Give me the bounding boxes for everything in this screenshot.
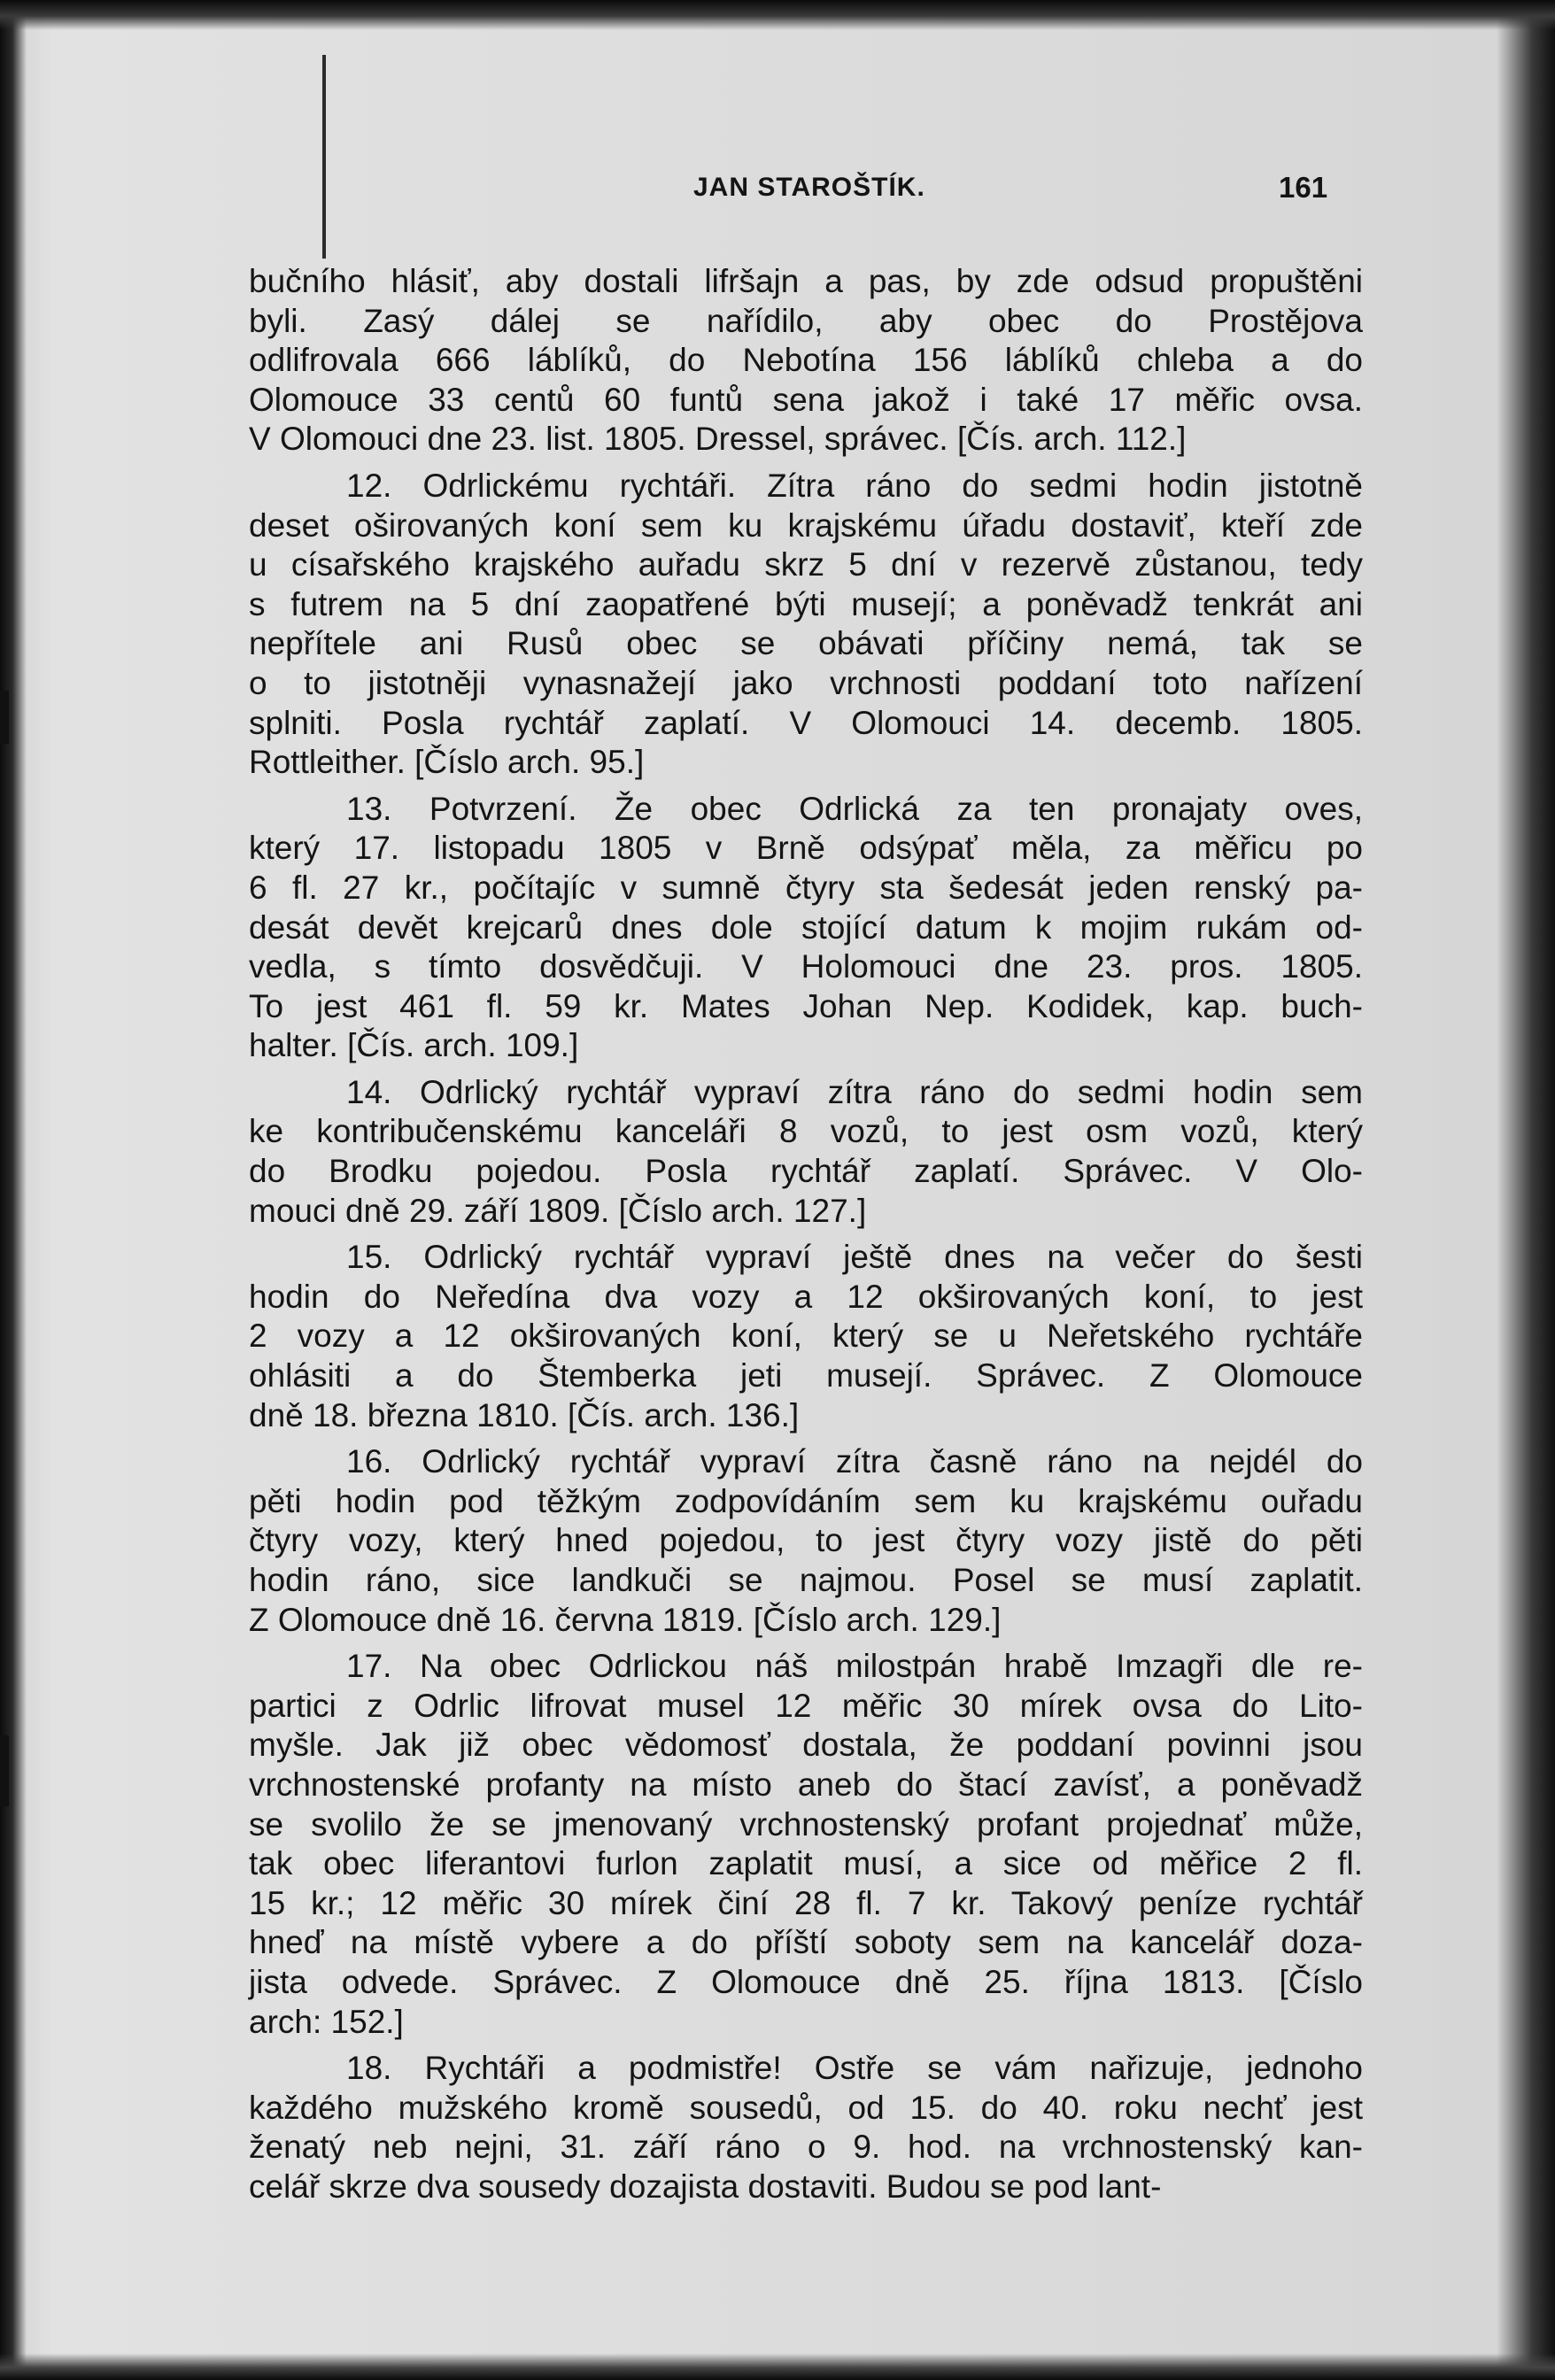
paragraph-p17 <box>249 1647 1363 2042</box>
text-line: splniti. Posla rychtář zaplatí. V Olomouci 14. decemb. 1805. <box>249 704 1363 741</box>
text-line: s futrem na 5 dní zaopatřené býti musejí; a poněvadž tenkrát ani <box>249 585 1363 622</box>
text-line: jista odvede. Správec. Z Olomouce dně 25. října 1813. [Číslo <box>249 1963 1363 2000</box>
text-line: 14. Odrlický rychtář vypraví zítra ráno do sedmi hodin sem <box>346 1073 1363 1110</box>
text-line: Z Olomouce dně 16. června 1819. [Číslo arch. 129.] <box>249 1601 1002 1638</box>
text-line: 15. Odrlický rychtář vypraví ještě dnes na večer do šesti <box>346 1239 1363 1276</box>
paragraph-p18 <box>249 2049 1363 2206</box>
text-line: každého mužského kromě sousedů, od 15. do 40. roku nechť jest <box>249 2089 1363 2126</box>
paragraph-p-cont <box>249 262 1363 460</box>
text-line: o to jistotněji vynasnažejí jako vrchnosti poddaní toto nařízení <box>249 664 1363 701</box>
paragraph-p14 <box>249 1073 1363 1231</box>
text-line: V Olomouci dne 23. list. 1805. Dressel, správec. [Čís. arch. 112.] <box>249 421 1187 458</box>
page-header <box>0 173 1555 208</box>
text-line: Rottleither. [Číslo arch. 95.] <box>249 744 645 781</box>
text-line: bučního hlásiť, aby dostali lifršajn a pas, by zde odsud propuštěni <box>249 263 1363 299</box>
text-line: celář skrze dva sousedy dozajista dostaviti. Budou se pod lant- <box>249 2168 1162 2205</box>
text-line: hodin ráno, sice landkuči se najmou. Posel se musí zaplatit. <box>249 1562 1363 1598</box>
text-line: ke kontribučenskému kanceláři 8 vozů, to jest osm vozů, který <box>249 1113 1363 1150</box>
text-line: u císařského krajského auřadu skrz 5 dní v rezervě zůstanou, tedy <box>249 546 1363 583</box>
text-line: arch: 152.] <box>249 2003 404 2040</box>
paragraph-p12 <box>249 467 1363 783</box>
running-head: JAN STAROŠTÍK. <box>693 173 925 202</box>
text-line: 17. Na obec Odrlickou náš milostpán hrabě Imzagři dle re- <box>346 1648 1363 1685</box>
text-line: odlifrovala 666 láblíků, do Nebotína 156 láblíků chleba a do <box>249 342 1363 379</box>
edge-mark <box>0 691 9 744</box>
text-line: do Brodku pojedou. Posla rychtář zaplatí. Správec. V Olo- <box>249 1153 1363 1190</box>
text-line: který 17. listopadu 1805 v Brně odsýpať měla, za měřicu po <box>249 830 1363 867</box>
text-line: 12. Odrlickému rychtáři. Zítra ráno do sedmi hodin jistotně <box>346 467 1363 504</box>
text-line: ženatý neb nejni, 31. září ráno o 9. hod. na vrchnostenský kan- <box>249 2129 1363 2166</box>
text-line: Olomouce 33 centů 60 funtů sena jakož i také 17 měřic ovsa. <box>249 381 1363 418</box>
text-line: vrchnostenské profanty na místo aneb do štací zavísť, a poněvadž <box>249 1766 1363 1803</box>
text-line: 15 kr.; 12 měřic 30 mírek činí 28 fl. 7 kr. Takový peníze rychtář <box>249 1884 1363 1921</box>
body-text <box>249 262 1363 2214</box>
text-line: desát devět krejcarů dnes dole stojící datum k mojim rukám od- <box>249 908 1363 946</box>
text-line: partici z Odrlic lifrovat musel 12 měřic 30 mírek ovsa do Lito- <box>249 1687 1363 1724</box>
text-line: hneď na místě vybere a do příští soboty sem na kancelář doza- <box>249 1924 1363 1961</box>
text-line: byli. Zasý dálej se nařídilo, aby obec do Prostějova <box>249 302 1363 339</box>
text-line: halter. [Čís. arch. 109.] <box>249 1027 579 1064</box>
text-line: čtyry vozy, který hned pojedou, to jest čtyry vozy jistě do pěti <box>249 1522 1363 1559</box>
text-line: To jest 461 fl. 59 kr. Mates Johan Nep. Kodidek, kap. buch- <box>249 987 1363 1024</box>
text-line: ohlásiti a do Štemberka jeti musejí. Správec. Z Olomouce <box>249 1357 1363 1395</box>
text-line: 2 vozy a 12 okširovaných koní, který se u Neřetského rychtáře <box>249 1318 1363 1355</box>
text-line: hodin do Neředína dva vozy a 12 okširovaných koní, to jest <box>249 1278 1363 1315</box>
paragraph-p13 <box>249 790 1363 1066</box>
text-line: 16. Odrlický rychtář vypraví zítra časně ráno na nejdél do <box>346 1443 1363 1480</box>
text-line: myšle. Jak již obec vědomosť dostala, že poddaní povinni jsou <box>249 1727 1363 1764</box>
text-line: vedla, s tímto dosvědčuji. V Holomouci dne 23. pros. 1805. <box>249 948 1363 985</box>
text-line: mouci dně 29. září 1809. [Číslo arch. 127.] <box>249 1192 867 1229</box>
binding-mark <box>322 55 326 259</box>
text-line: nepřítele ani Rusů obec se obávati příčiny nemá, tak se <box>249 625 1363 662</box>
paragraph-p16 <box>249 1442 1363 1640</box>
text-line: 13. Potvrzení. Že obec Odrlická za ten pronajaty oves, <box>346 790 1363 827</box>
text-line: 18. Rychtáři a podmistře! Ostře se vám nařizuje, jednoho <box>346 2050 1363 2087</box>
text-line: tak obec liferantovi furlon zaplatit musí, a sice od měřice 2 fl. <box>249 1845 1363 1882</box>
paragraph-p15 <box>249 1238 1363 1435</box>
text-line: 6 fl. 27 kr., počítajíc v sumně čtyry sta šedesát jeden renský pa- <box>249 869 1363 906</box>
text-line: pěti hodin pod těžkým zodpovídáním sem ku krajskému ouřadu <box>249 1482 1363 1519</box>
text-line: dně 18. března 1810. [Čís. arch. 136.] <box>249 1396 800 1433</box>
text-line: se svolilo že se jmenovaný vrchnostenský profant projednať může, <box>249 1805 1363 1843</box>
edge-mark <box>0 1735 9 1806</box>
text-line: deset oširovaných koní sem ku krajskému úřadu dostaviť, kteří zde <box>249 506 1363 544</box>
page-number: 161 <box>1279 171 1328 204</box>
